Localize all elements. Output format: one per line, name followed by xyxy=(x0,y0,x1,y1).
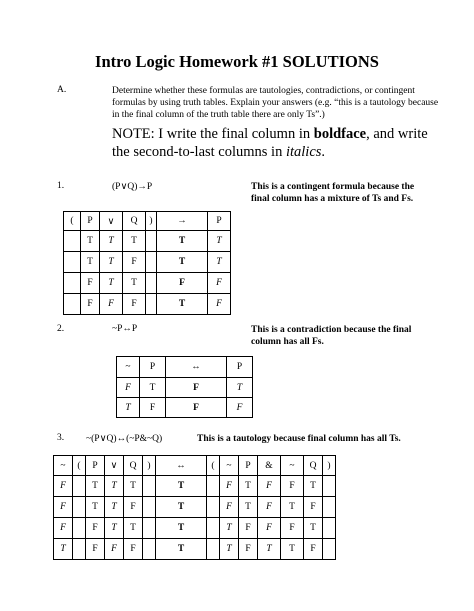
table-cell: T xyxy=(239,476,258,497)
table-cell: T xyxy=(81,252,100,273)
table-cell: T xyxy=(86,497,105,518)
table-cell: T xyxy=(86,476,105,497)
table-cell xyxy=(73,476,86,497)
table-cell: F xyxy=(258,518,281,539)
table-cell: F xyxy=(258,476,281,497)
table-cell: T xyxy=(100,231,123,252)
table-row xyxy=(64,231,231,252)
table-cell: F xyxy=(105,539,124,560)
table-row xyxy=(117,398,253,418)
table-header-cell: ~ xyxy=(220,456,239,476)
table-cell: T xyxy=(157,231,208,252)
table-cell: T xyxy=(100,273,123,294)
table-cell: T xyxy=(258,539,281,560)
table-header-cell: P xyxy=(239,456,258,476)
table-cell: F xyxy=(100,294,123,315)
table-cell xyxy=(207,539,220,560)
table-cell: T xyxy=(124,476,143,497)
table-header-cell: ( xyxy=(73,456,86,476)
table-cell xyxy=(146,252,157,273)
note-paragraph xyxy=(112,125,442,161)
table-cell: T xyxy=(156,476,207,497)
table-header-cell: P xyxy=(81,212,100,231)
note-italic-word: italics xyxy=(285,144,322,160)
table-row xyxy=(54,518,336,539)
table-cell xyxy=(207,518,220,539)
problem-1-answer: This is a contingent formula because the final column has a mixture of Ts and Fs. xyxy=(251,182,415,204)
problem-1-formula: (P∨Q)→P xyxy=(112,182,153,192)
table-cell: F xyxy=(124,539,143,560)
table-cell: T xyxy=(220,539,239,560)
table-cell: T xyxy=(124,518,143,539)
table-cell: T xyxy=(81,231,100,252)
table-cell: F xyxy=(220,497,239,518)
table-cell xyxy=(73,518,86,539)
table-cell: T xyxy=(100,252,123,273)
table-cell: F xyxy=(54,476,73,497)
table-cell xyxy=(146,273,157,294)
table-cell: T xyxy=(105,518,124,539)
note-bold-word: boldface xyxy=(313,126,367,142)
table-cell: F xyxy=(220,476,239,497)
table-header-row xyxy=(54,456,336,476)
table-cell xyxy=(143,539,156,560)
table-row xyxy=(54,476,336,497)
table-header-cell: ) xyxy=(143,456,156,476)
table-cell xyxy=(64,294,81,315)
table-cell: T xyxy=(123,273,146,294)
problem-1-number: 1. xyxy=(57,181,65,191)
table-cell: T xyxy=(54,539,73,560)
table-row xyxy=(54,497,336,518)
table-cell: T xyxy=(157,252,208,273)
table-cell xyxy=(207,497,220,518)
table-cell: T xyxy=(220,518,239,539)
truth-table-3 xyxy=(53,455,336,560)
table-cell: F xyxy=(54,497,73,518)
table-cell: T xyxy=(281,539,304,560)
table-cell xyxy=(73,497,86,518)
table-cell: T xyxy=(227,378,253,398)
note-text-2: , and write the second-to-last columns in xyxy=(112,126,428,160)
table-cell: T xyxy=(239,497,258,518)
table-header-cell: → xyxy=(157,212,208,231)
table-cell xyxy=(323,497,336,518)
table-cell xyxy=(323,518,336,539)
table-cell: F xyxy=(239,539,258,560)
table-cell: T xyxy=(304,518,323,539)
table-cell: T xyxy=(156,497,207,518)
table-cell xyxy=(323,539,336,560)
table-cell xyxy=(146,294,157,315)
table-cell xyxy=(207,476,220,497)
table-cell xyxy=(143,497,156,518)
table-cell: T xyxy=(156,539,207,560)
truth-table-1 xyxy=(63,211,231,315)
table-header-cell: P xyxy=(140,357,166,378)
table-cell: F xyxy=(123,294,146,315)
table-cell: F xyxy=(86,518,105,539)
problem-2-formula: ~P↔P xyxy=(112,324,138,334)
page-title: Intro Logic Homework #1 SOLUTIONS xyxy=(95,52,379,71)
problem-2-number: 2. xyxy=(57,324,65,334)
table-header-cell: ∨ xyxy=(100,212,123,231)
table-cell: T xyxy=(157,294,208,315)
table-cell: F xyxy=(239,518,258,539)
table-header-cell: ↔ xyxy=(166,357,227,378)
table-cell xyxy=(146,231,157,252)
table-cell: F xyxy=(227,398,253,418)
table-cell: F xyxy=(281,476,304,497)
table-row xyxy=(64,273,231,294)
table-cell: T xyxy=(105,476,124,497)
table-cell: F xyxy=(117,378,140,398)
table-header-cell: ~ xyxy=(54,456,73,476)
table-header-cell: & xyxy=(258,456,281,476)
table-cell: F xyxy=(140,398,166,418)
table-cell xyxy=(143,476,156,497)
table-cell: T xyxy=(105,497,124,518)
section-instructions: Determine whether these formulas are tautologies, contradictions, or contingent formulas by using truth tables. Explain your answers (e.g. “this is a tautology because in the final column of the truth table there are only Ts”.) xyxy=(112,86,439,120)
table-cell: T xyxy=(208,252,231,273)
table-row xyxy=(54,539,336,560)
table-cell: F xyxy=(157,273,208,294)
table-header-cell: P xyxy=(86,456,105,476)
table-cell xyxy=(73,539,86,560)
table-cell: F xyxy=(208,294,231,315)
table-cell: T xyxy=(208,231,231,252)
table-header-cell: Q xyxy=(304,456,323,476)
table-cell: F xyxy=(166,398,227,418)
table-header-cell: ~ xyxy=(117,357,140,378)
table-header-cell: ( xyxy=(207,456,220,476)
table-header-cell: P xyxy=(208,212,231,231)
table-cell xyxy=(64,252,81,273)
note-text-1: NOTE: I write the final column in xyxy=(112,126,314,142)
table-header-cell: Q xyxy=(124,456,143,476)
problem-2-answer: This is a contradiction because the final column has all Fs. xyxy=(251,325,412,347)
problem-3-formula: ~(P∨Q)↔(~P&~Q) xyxy=(86,434,163,444)
table-header-cell: ~ xyxy=(281,456,304,476)
table-header-cell: ) xyxy=(146,212,157,231)
table-cell: F xyxy=(81,273,100,294)
note-text-3: . xyxy=(321,144,326,160)
table-cell: F xyxy=(124,497,143,518)
table-cell: T xyxy=(123,231,146,252)
table-row xyxy=(64,252,231,273)
table-cell: F xyxy=(123,252,146,273)
table-cell: T xyxy=(117,398,140,418)
table-row xyxy=(117,378,253,398)
table-header-row xyxy=(117,357,253,378)
table-header-cell: ( xyxy=(64,212,81,231)
table-cell: T xyxy=(281,497,304,518)
table-header-cell: ) xyxy=(323,456,336,476)
table-cell xyxy=(64,273,81,294)
table-cell: T xyxy=(140,378,166,398)
table-cell xyxy=(323,476,336,497)
table-cell: F xyxy=(166,378,227,398)
table-header-cell: ↔ xyxy=(156,456,207,476)
table-cell: F xyxy=(208,273,231,294)
table-cell: F xyxy=(304,497,323,518)
table-cell: F xyxy=(258,497,281,518)
table-cell: T xyxy=(156,518,207,539)
section-label: A. xyxy=(57,85,67,95)
problem-3-answer: This is a tautology because final column has all Ts. xyxy=(197,434,401,444)
table-cell: F xyxy=(86,539,105,560)
table-header-cell: ∨ xyxy=(105,456,124,476)
table-cell: F xyxy=(281,518,304,539)
table-cell xyxy=(143,518,156,539)
table-header-row xyxy=(64,212,231,231)
table-cell xyxy=(64,231,81,252)
table-row xyxy=(64,294,231,315)
table-cell: F xyxy=(304,539,323,560)
table-cell: F xyxy=(81,294,100,315)
problem-3-number: 3. xyxy=(57,433,65,443)
table-cell: T xyxy=(304,476,323,497)
table-cell: F xyxy=(54,518,73,539)
table-header-cell: Q xyxy=(123,212,146,231)
table-header-cell: P xyxy=(227,357,253,378)
truth-table-2 xyxy=(116,356,253,418)
